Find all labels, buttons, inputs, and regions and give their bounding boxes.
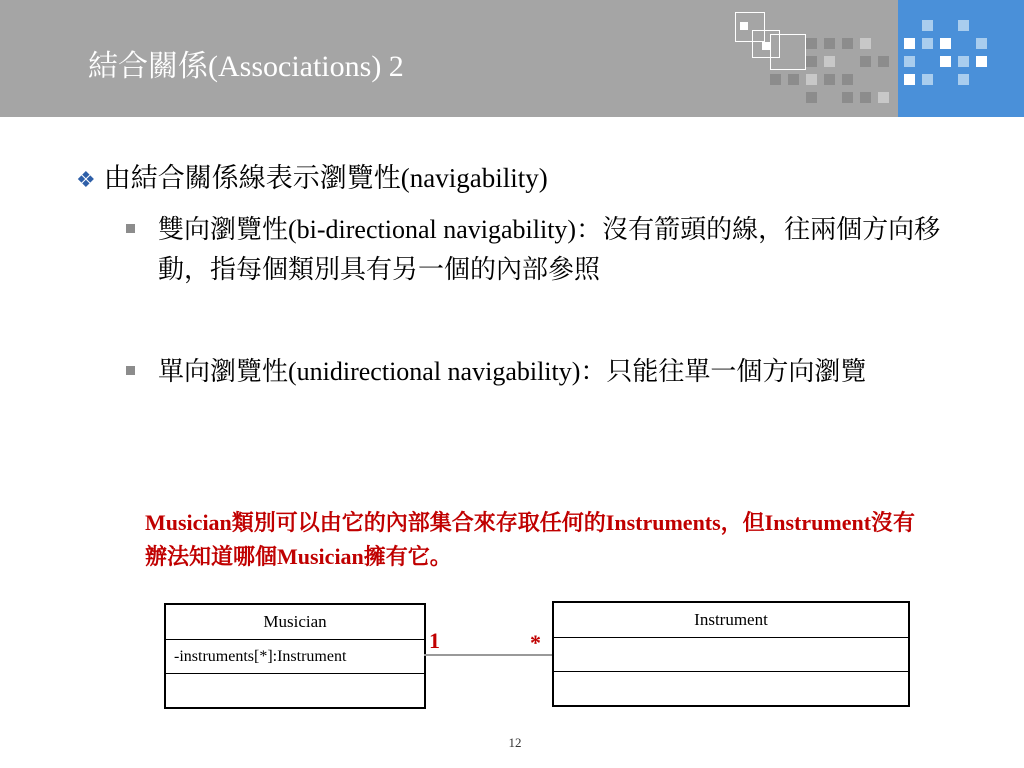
decor-square [824, 56, 835, 67]
multiplicity-left: 1 [429, 628, 440, 653]
diamond-bullet-icon: ❖ [76, 168, 96, 193]
sub-bullet-text: 雙向瀏覽性(bi-directional navigability)：沒有箭頭的線，往兩個方向移動，指每個類別具有另一個的內部參照 [158, 215, 941, 284]
decor-square [904, 38, 915, 49]
slide-title: 結合關係(Associations) 2 [88, 50, 404, 83]
decor-square [958, 74, 969, 85]
musician-attributes-compartment [166, 639, 424, 674]
decor-square [940, 56, 951, 67]
decor-square [770, 74, 781, 85]
musician-operations-compartment [166, 673, 424, 708]
musician-class-box [164, 603, 426, 709]
decor-square [878, 56, 889, 67]
decor-square [860, 92, 871, 103]
decor-square [958, 20, 969, 31]
decor-square [904, 56, 915, 67]
diagram-note: Musician類別可以由它的內部集合來存取任何的Instruments，但Instrument沒有辦法知道哪個Musician擁有它。 [145, 510, 916, 569]
decor-square [976, 56, 987, 67]
main-bullet-text: 由結合關係線表示瀏覽性(navigability) [103, 163, 548, 193]
musician-class-name: Musician [263, 612, 327, 631]
decor-square [806, 92, 817, 103]
instrument-attributes-compartment [554, 637, 908, 672]
decor-square [824, 74, 835, 85]
instrument-class-box [552, 601, 910, 707]
decor-square [770, 34, 806, 70]
page-number: 12 [508, 735, 522, 750]
decor-square [940, 38, 951, 49]
instrument-class-name: Instrument [694, 610, 768, 629]
decor-square [922, 74, 933, 85]
decor-square [904, 74, 915, 85]
decor-square [922, 20, 933, 31]
instrument-operations-compartment [554, 671, 908, 706]
main-bullet [76, 157, 936, 202]
decor-square [806, 38, 817, 49]
decor-square [842, 92, 853, 103]
square-bullet-icon [126, 224, 135, 233]
decor-square [878, 92, 889, 103]
decor-square [860, 38, 871, 49]
decor-square [842, 38, 853, 49]
header-bar [0, 0, 1024, 117]
sub-bullet [126, 210, 946, 290]
multiplicity-right: * [530, 630, 541, 655]
square-bullet-icon [126, 366, 135, 375]
decor-square [922, 38, 933, 49]
decor-square [976, 38, 987, 49]
decor-square [788, 74, 799, 85]
decor-square [842, 74, 853, 85]
musician-attribute: -instruments[*]:Instrument [174, 648, 347, 665]
decor-square [806, 74, 817, 85]
decor-square [740, 22, 748, 30]
sub-bullet-text: 單向瀏覽性(unidirectional navigability)：只能往單一個方向瀏覽 [158, 357, 867, 386]
decor-square [860, 56, 871, 67]
decor-square [958, 56, 969, 67]
sub-bullet [126, 352, 946, 392]
decor-square [806, 56, 817, 67]
decor-square [824, 38, 835, 49]
decor-square [762, 42, 770, 50]
